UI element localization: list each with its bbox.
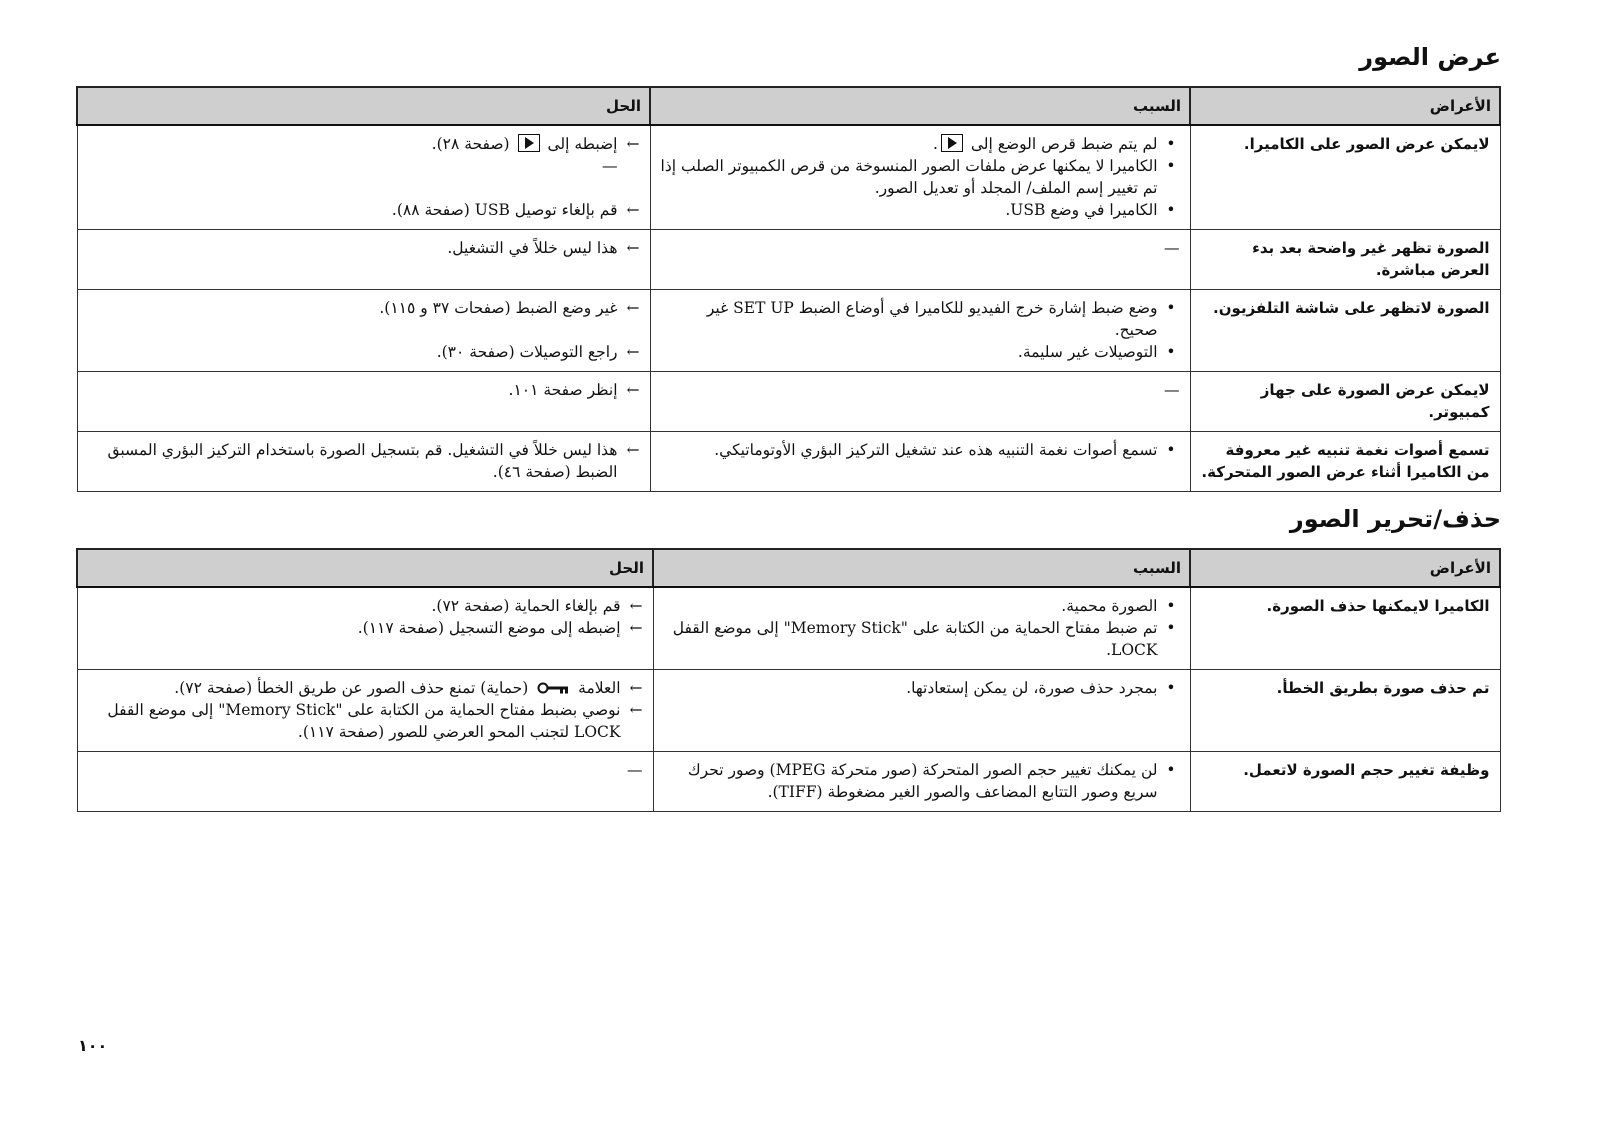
solution-item xyxy=(88,237,640,259)
item-text: وضع ضبط إشارة خرج الفيديو للكاميرا في أوضاع الضبط SET UP غير صحيح. xyxy=(706,299,1158,339)
solution-list xyxy=(88,133,640,221)
table-header-row xyxy=(77,87,1500,125)
table-row xyxy=(77,125,1500,230)
solution-cell xyxy=(77,670,653,752)
solution-list xyxy=(88,677,643,743)
item-text: هذا ليس خللاً في التشغيل. xyxy=(447,239,618,257)
cause-item xyxy=(664,759,1180,803)
header-symptom: الأعراض xyxy=(1190,87,1500,125)
solution-item xyxy=(88,155,640,177)
text-before: إضبطه إلى xyxy=(542,135,618,153)
arrow-icon: ← xyxy=(629,679,643,697)
solution-list xyxy=(88,595,643,639)
arrow-icon: ← xyxy=(629,619,643,637)
symptom-cell: تسمع أصوات نغمة تنبيه غير معروفة من الكاميرا أثناء عرض الصور المتحركة. xyxy=(1190,432,1500,492)
header-symptom: الأعراض xyxy=(1190,549,1500,587)
solution-cell xyxy=(77,752,653,812)
cause-item xyxy=(664,595,1180,617)
solution-item xyxy=(88,617,643,639)
cause-cell xyxy=(653,587,1190,670)
solution-item xyxy=(88,677,643,699)
arrow-icon: ← xyxy=(626,299,640,317)
cause-list xyxy=(661,133,1180,221)
arrow-icon: ← xyxy=(626,201,640,219)
table-row xyxy=(77,752,1500,812)
solution-cell xyxy=(77,372,650,432)
text-before: لم يتم ضبط قرص الوضع إلى xyxy=(965,135,1158,153)
dash: — xyxy=(627,761,643,779)
text-before: العلامة xyxy=(573,679,621,697)
item-text: إنظر صفحة ١٠١. xyxy=(508,381,618,399)
solution-list xyxy=(88,379,640,401)
item-text: الكاميرا لا يمكنها عرض ملفات الصور المنسوخة من قرص الكمبيوتر الصلب إذا تم تغيير إسم الملف/ المجلد أو تعديل الصور. xyxy=(660,157,1158,197)
text-after: (صفحة ٢٨). xyxy=(431,135,515,153)
symptom-cell: الصورة تظهر غير واضحة بعد بدء العرض مباشرة. xyxy=(1190,230,1500,290)
cause-item xyxy=(661,199,1180,221)
solution-cell xyxy=(77,125,650,230)
symptom-cell: تم حذف صورة بطريق الخطأ. xyxy=(1190,670,1500,752)
cause-list xyxy=(661,297,1180,363)
solution-cell xyxy=(77,432,650,492)
header-solution: الحل xyxy=(77,549,653,587)
cause-cell xyxy=(650,290,1190,372)
cause-cell xyxy=(653,670,1190,752)
cause-item xyxy=(664,617,1180,661)
cause-cell xyxy=(650,230,1190,290)
play-icon xyxy=(941,134,963,152)
text-after: . xyxy=(933,135,938,153)
item-text: الكاميرا في وضع USB. xyxy=(1005,201,1158,219)
symptom-cell: الصورة لاتظهر على شاشة التلفزيون. xyxy=(1190,290,1500,372)
table-header-row xyxy=(77,549,1500,587)
cause-item xyxy=(664,677,1180,699)
cause-item xyxy=(661,341,1180,363)
symptom-cell: الكاميرا لايمكنها حذف الصورة. xyxy=(1190,587,1500,670)
item-text: الصورة محمية. xyxy=(1061,597,1158,615)
header-cause: السبب xyxy=(650,87,1190,125)
item-text: لن يمكنك تغيير حجم الصور المتحركة (صور متحركة MPEG) وصور تحرك سريع وصور التتابع المضاعف والصور الغير مضغوطة (TIFF). xyxy=(687,761,1158,801)
item-text: تسمع أصوات نغمة التنبيه هذه عند تشغيل التركيز البؤري الأوتوماتيكي. xyxy=(714,441,1158,459)
cause-cell xyxy=(650,432,1190,492)
solution-item xyxy=(88,341,640,363)
arrow-icon: ← xyxy=(626,135,640,153)
solution-item xyxy=(88,439,640,483)
table-row xyxy=(77,230,1500,290)
cause-list xyxy=(661,439,1180,461)
table-row xyxy=(77,432,1500,492)
dash: — xyxy=(1164,239,1180,257)
arrow-icon: ← xyxy=(626,343,640,361)
cause-cell xyxy=(650,125,1190,230)
item-text: إضبطه إلى موضع التسجيل (صفحة ١١٧). xyxy=(357,619,621,637)
cause-item xyxy=(661,133,1180,155)
solution-item xyxy=(88,595,643,617)
item-text: غير وضع الضبط (صفحات ٣٧ و ١١٥). xyxy=(379,299,618,317)
solution-cell xyxy=(77,230,650,290)
cause-item xyxy=(661,155,1180,199)
item-text: نوصي بضبط مفتاح الحماية من الكتابة على "Memory Stick" إلى موضع القفل LOCK لتجنب المحو العرضي للصور (صفحة ١١٧). xyxy=(107,701,621,741)
solution-item xyxy=(88,199,640,221)
cause-item xyxy=(661,297,1180,341)
section-title-view-images: عرض الصور xyxy=(1359,43,1501,71)
solution-cell xyxy=(77,290,650,372)
item-text: بمجرد حذف صورة، لن يمكن إستعادتها. xyxy=(906,679,1158,697)
solution-item xyxy=(88,379,640,401)
item-text: قم بإلغاء توصيل USB (صفحة ٨٨). xyxy=(391,201,618,219)
solution-list xyxy=(88,297,640,363)
troubleshooting-table-view xyxy=(76,86,1501,492)
table-row xyxy=(77,372,1500,432)
arrow-icon: ← xyxy=(626,239,640,257)
cause-cell xyxy=(650,372,1190,432)
solution-cell xyxy=(77,587,653,670)
play-icon xyxy=(518,134,540,152)
item-text: التوصيلات غير سليمة. xyxy=(1017,343,1158,361)
symptom-cell: لايمكن عرض الصور على الكاميرا. xyxy=(1190,125,1500,230)
table-row xyxy=(77,587,1500,670)
cause-list xyxy=(664,677,1180,699)
item-text: راجع التوصيلات (صفحة ٣٠). xyxy=(436,343,618,361)
header-solution: الحل xyxy=(77,87,650,125)
arrow-icon: ← xyxy=(626,381,640,399)
text-after: (حماية) تمنع حذف الصور عن طريق الخطأ (صفحة ٧٢). xyxy=(174,679,534,697)
cause-list xyxy=(664,759,1180,803)
symptom-cell: وظيفة تغيير حجم الصورة لاتعمل. xyxy=(1190,752,1500,812)
table-row xyxy=(77,670,1500,752)
arrow-icon: ← xyxy=(629,701,643,719)
cause-list xyxy=(664,595,1180,661)
cause-cell xyxy=(653,752,1190,812)
dash: — xyxy=(1164,381,1180,399)
solution-list xyxy=(88,237,640,259)
item-text: — xyxy=(602,157,618,175)
solution-list xyxy=(88,439,640,483)
section-title-delete-edit: حذف/تحرير الصور xyxy=(1289,505,1501,533)
solution-item xyxy=(88,133,640,155)
item-text: قم بإلغاء الحماية (صفحة ٧٢). xyxy=(431,597,621,615)
item-text: تم ضبط مفتاح الحماية من الكتابة على "Memory Stick" إلى موضع القفل LOCK. xyxy=(672,619,1158,659)
troubleshooting-table-delete xyxy=(76,548,1501,812)
table-row xyxy=(77,290,1500,372)
arrow-icon: ← xyxy=(626,441,640,459)
item-text: هذا ليس خللاً في التشغيل. قم بتسجيل الصورة باستخدام التركيز البؤري المسبق الضبط (صفحة ٤٦). xyxy=(107,441,618,481)
page xyxy=(78,40,1501,812)
cause-item xyxy=(661,439,1180,461)
key-icon xyxy=(536,678,570,690)
page-number: ١٠٠ xyxy=(78,1036,108,1055)
solution-item xyxy=(88,297,640,319)
arrow-icon: ← xyxy=(629,597,643,615)
symptom-cell: لايمكن عرض الصورة على جهاز كمبيوتر. xyxy=(1190,372,1500,432)
header-cause: السبب xyxy=(653,549,1190,587)
solution-item xyxy=(88,699,643,743)
